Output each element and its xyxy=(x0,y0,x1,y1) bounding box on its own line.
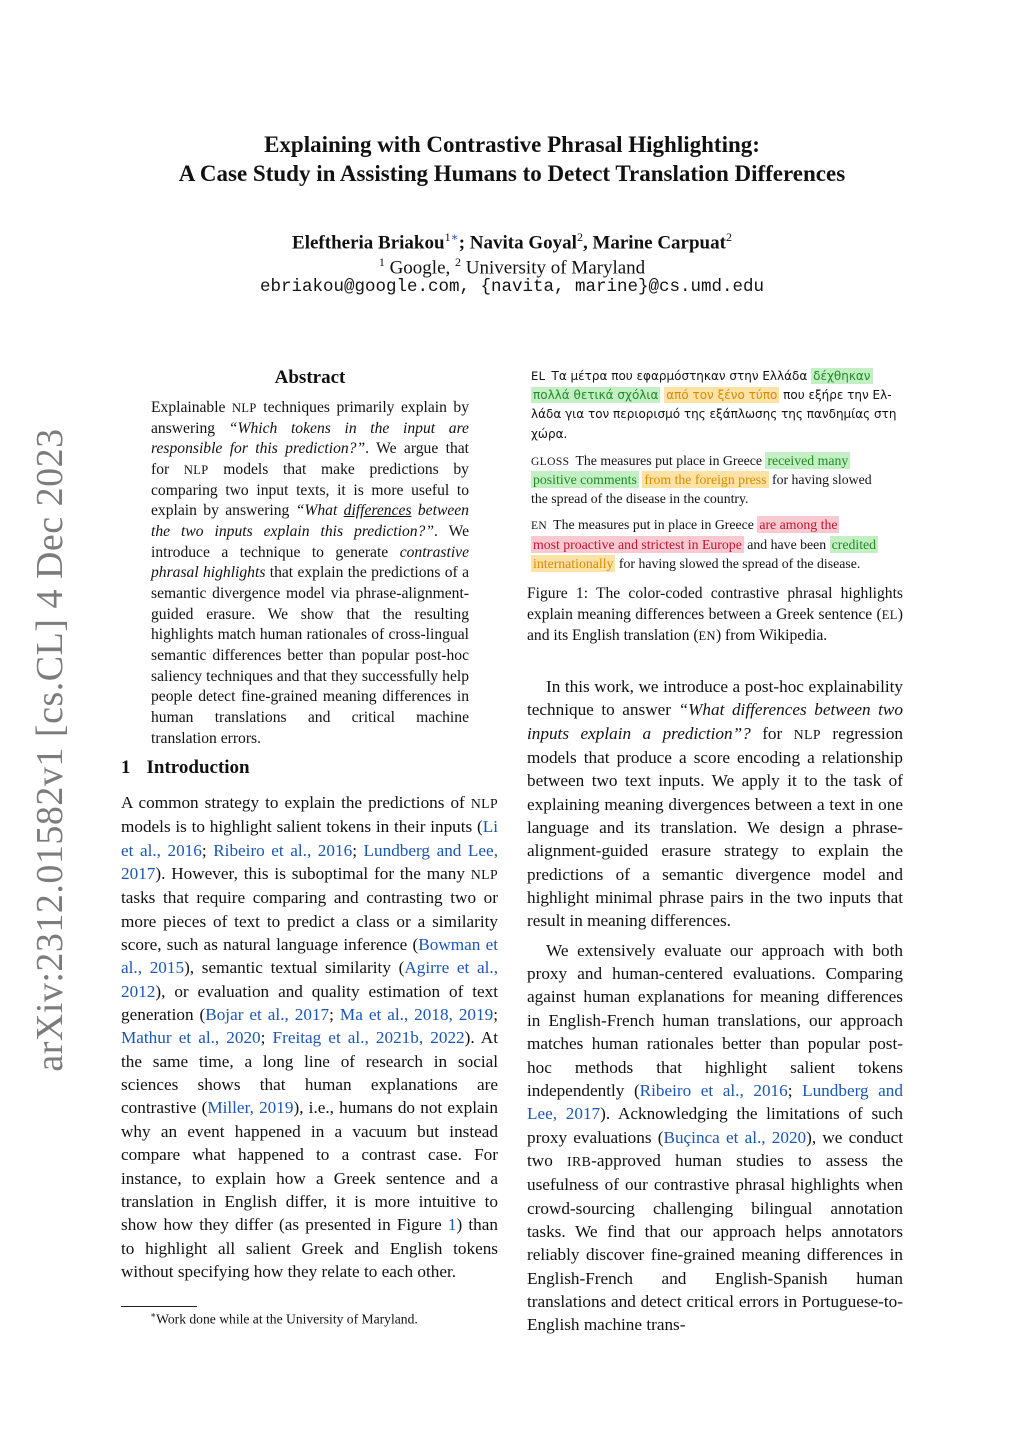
figure-line xyxy=(531,515,903,534)
abstract-text: Explainable xyxy=(151,399,232,416)
abstract-question: “Which tokens in the input are responsible for this prediction?” xyxy=(151,419,469,458)
figure-ref-link[interactable]: 1 xyxy=(447,1215,457,1235)
text: ; xyxy=(201,840,214,860)
figure-greek-block xyxy=(531,367,903,444)
caption-text: ) from Wikipedia. xyxy=(715,626,828,644)
abstract-emphasis: contrastive phrasal highlights xyxy=(151,543,469,582)
text: ), or evaluation and quality estimation of text generation ( xyxy=(121,981,498,1025)
text: tasks that require comparing and contrasting two or more pieces of text to predict a class or a similarity score, such as natural language inference ( xyxy=(121,888,498,955)
paragraph xyxy=(121,791,498,1283)
citation-link[interactable]: Ribeiro et al., 2016 xyxy=(213,840,353,860)
highlight-green: received many xyxy=(767,452,849,468)
text: ), we conduct two xyxy=(527,1127,903,1170)
arxiv-identifier-text: arXiv:2312.01582v1 [cs.CL] 4 Dec 2023 xyxy=(29,428,71,1072)
lang-tag-gloss: GLOSS xyxy=(531,455,570,468)
citation-link[interactable]: Li et al., 2016 xyxy=(121,817,498,860)
footnote-text: Work done while at the University of Maryland. xyxy=(156,1311,418,1327)
author-affil-mark: 2 xyxy=(576,230,583,244)
question-part: “What xyxy=(295,502,344,520)
author-emails: ebriakou@google.com, {navita, marine}@cs.umd.edu xyxy=(259,277,765,297)
text: ). Acknowledging the limitations of such proxy evaluations ( xyxy=(527,1104,903,1147)
citation-link[interactable]: Mathur et al., 2020 xyxy=(121,1028,261,1048)
text: -approved human studies to assess the usefulness of our contrastive phrasal highlights when crowd-sourcing challenging bilingual annotation tasks. We find that our approach helps annotators reliably discover fine-grained meaning differences in English-French and English-Spanish human translations and detect critical errors in Portuguese-to-English machine trans- xyxy=(527,1150,904,1335)
figure-line: χώρα. xyxy=(531,426,568,441)
text: for xyxy=(750,723,794,743)
abbr-nlp: NLP xyxy=(183,462,209,477)
figure-line: the spread of the disease in the country. xyxy=(531,491,749,507)
author-separator: ; xyxy=(458,232,470,254)
paragraph xyxy=(527,939,903,1337)
text: ). At the same time, a long line of research in social sciences shows that human explanations are contrastive ( xyxy=(121,1028,498,1118)
author-name: Eleftheria Briakou xyxy=(292,232,445,254)
text: ). However, this is suboptimal for the many xyxy=(155,864,471,884)
citation-link[interactable]: Lundberg and Lee, 2017 xyxy=(121,840,498,884)
text: ; xyxy=(329,1005,340,1025)
greek-text: που εξήρε την Ελ- xyxy=(779,388,892,403)
highlight-green: positive comments xyxy=(533,471,637,487)
figure-line xyxy=(531,554,903,573)
caption-text: ) and its English translation ( xyxy=(527,605,903,644)
english-text: The measures put in place in Greece xyxy=(553,517,758,533)
author-separator: , xyxy=(582,232,593,254)
figure-line: λάδα για τον περιορισμό της εξάπλωσης της πανδημίας στη xyxy=(531,407,897,422)
abbr-nlp: NLP xyxy=(470,796,498,811)
figure-line xyxy=(531,367,903,386)
abstract-text: . We argue that for xyxy=(151,440,470,478)
abstract-body xyxy=(151,398,469,749)
text: ; xyxy=(260,1028,273,1048)
right-column-body xyxy=(527,675,903,1337)
title-line-2: A Case Study in Assisting Humans to Detect Translation Differences xyxy=(178,161,846,186)
text: ), semantic textual similarity ( xyxy=(184,958,405,978)
author-affil-mark: 2 xyxy=(725,230,732,244)
highlight-pink: are among the xyxy=(759,517,838,533)
figure-line xyxy=(531,386,903,405)
figure-1 xyxy=(531,367,903,580)
figure-english-block xyxy=(531,515,903,573)
highlight-green: credited xyxy=(831,536,877,552)
citation-link[interactable]: Ribeiro et al., 2016 xyxy=(639,1080,788,1100)
text: ; xyxy=(352,840,364,860)
question-emphasis: “What differences between two inputs explain a prediction”? xyxy=(527,700,903,743)
text: ), i.e., humans do not explain why an event happened in a vacuum but instead compare what happened to a contrast case. For instance, to explain how a Greek sentence and a translation in English differ, it is more intuitive to show how they differ (as presented in Figure xyxy=(121,1098,498,1235)
citation-link[interactable]: Lundberg and Lee, 2017 xyxy=(527,1080,903,1124)
citation-link[interactable]: Bojar et al., 2017 xyxy=(205,1005,330,1025)
figure-line xyxy=(531,535,903,554)
highlight-green: δέχθηκαν xyxy=(813,369,871,383)
citation-link[interactable]: Freitag et al., 2021b, 2022 xyxy=(272,1028,465,1048)
section-heading-introduction xyxy=(121,757,250,779)
citation-link[interactable]: Miller, 2019 xyxy=(207,1098,294,1118)
introduction-body xyxy=(121,791,498,1283)
figure-line xyxy=(531,470,903,489)
author-name: Navita Goyal xyxy=(469,232,577,254)
abstract-text: that explain the predictions of a semantic divergence model via phrase-alignment-guided erasure. We show that the resulting highlights match human rationales of cross-lingual semantic differences better than popular post-hoc saliency techniques and that they successfully help people detect fine-grained meaning differences in human translations and critical machine translation errors. xyxy=(151,564,469,747)
figure-1-caption xyxy=(527,584,903,646)
question-part: between the two inputs explain this prediction?” xyxy=(151,502,469,540)
footnote-mark: ∗ xyxy=(150,1310,157,1320)
question-emphasis: differences xyxy=(343,502,412,520)
abstract-text: techniques primarily explain by answering xyxy=(151,399,469,437)
abstract-heading: Abstract xyxy=(274,367,346,388)
figure-line xyxy=(531,451,903,470)
highlight-orange: από τον ξένο τύπο xyxy=(666,388,778,403)
english-text: and have been xyxy=(743,536,830,552)
citation-link[interactable]: Buçinca et al., 2020 xyxy=(663,1127,807,1147)
lang-tag-el: EL xyxy=(531,369,546,383)
citation-link[interactable]: Bowman et al., 2015 xyxy=(121,935,498,978)
text: We extensively evaluate our approach with both proxy and human-centered evaluations. Comparing against human explanations for meaning differences in English-French human translations, our approach matches human rationales better than popular post-hoc methods that highlight salient tokens independently ( xyxy=(527,940,903,1100)
english-text: for having slowed the spread of the disease. xyxy=(615,555,861,571)
citation-link[interactable]: Ma et al., 2018, 2019 xyxy=(339,1005,494,1025)
affil-umd: University of Maryland xyxy=(461,257,646,279)
affil-mark: 2 xyxy=(455,255,462,269)
caption-text: Figure 1: The color-coded contrastive phrasal highlights explain meaning differences between a Greek sentence ( xyxy=(527,585,903,623)
section-title: Introduction xyxy=(146,757,250,778)
abbr-el: EL xyxy=(881,607,898,622)
author-affil-mark: 1 xyxy=(444,230,451,244)
arxiv-identifier xyxy=(20,428,80,1072)
highlight-green: πολλά θετικά σχόλια xyxy=(533,388,659,403)
affil-google: Google, xyxy=(384,257,456,279)
text: ; xyxy=(787,1080,803,1100)
abbr-irb: IRB xyxy=(567,1153,592,1169)
gloss-text: The measures put place in Greece xyxy=(575,452,766,468)
paragraph xyxy=(527,675,903,933)
text: models is to highlight salient tokens in their inputs ( xyxy=(121,817,483,837)
footnote-divider xyxy=(121,1306,197,1307)
footnote xyxy=(150,1310,418,1328)
highlight-pink: most proactive and strictest in Europe xyxy=(533,536,742,552)
text: ; xyxy=(493,1005,498,1025)
paper-title xyxy=(100,130,924,188)
text: A common strategy to explain the predictions of xyxy=(121,793,471,812)
footnote-mark[interactable]: ∗ xyxy=(450,230,459,244)
abbr-nlp: NLP xyxy=(231,401,257,415)
abstract-text: models that make predictions by comparing two input texts, it is more useful to explain by answering xyxy=(151,460,469,520)
text: regression models that produce a score encoding a relationship between two text inputs. We apply it to the task of explaining meaning divergences between a text in one language and its translation. We design a phrase-alignment-guided erasure strategy to explain the predictions of a semantic divergence model and highlight minimal phrase pairs in the two inputs that result in meaning differences. xyxy=(527,723,904,931)
section-number: 1 xyxy=(121,757,131,778)
abbr-nlp: NLP xyxy=(793,726,821,742)
highlight-orange: from the foreign press xyxy=(644,471,767,487)
greek-text: Τα μέτρα που εφαρμόστηκαν στην Ελλάδα xyxy=(551,369,812,383)
text: In this work, we introduce a post-hoc explainability technique to answer xyxy=(527,677,903,720)
abbr-en: EN xyxy=(698,628,716,643)
abbr-nlp: NLP xyxy=(470,867,498,883)
highlight-orange: internationally xyxy=(533,555,614,571)
author-name: Marine Carpuat xyxy=(592,232,726,254)
figure-gloss-block xyxy=(531,451,903,509)
title-line-1: Explaining with Contrastive Phrasal Highlighting: xyxy=(264,132,760,157)
affil-mark: 1 xyxy=(378,255,385,269)
citation-link[interactable]: Agirre et al., 2012 xyxy=(121,958,499,1001)
abstract-text: . We introduce a technique to generate xyxy=(151,522,469,561)
gloss-text: for having slowed xyxy=(768,471,872,487)
text: ) than to highlight all salient Greek and English tokens without specifying how they relate to each other. xyxy=(121,1215,498,1281)
lang-tag-en: EN xyxy=(531,520,548,533)
